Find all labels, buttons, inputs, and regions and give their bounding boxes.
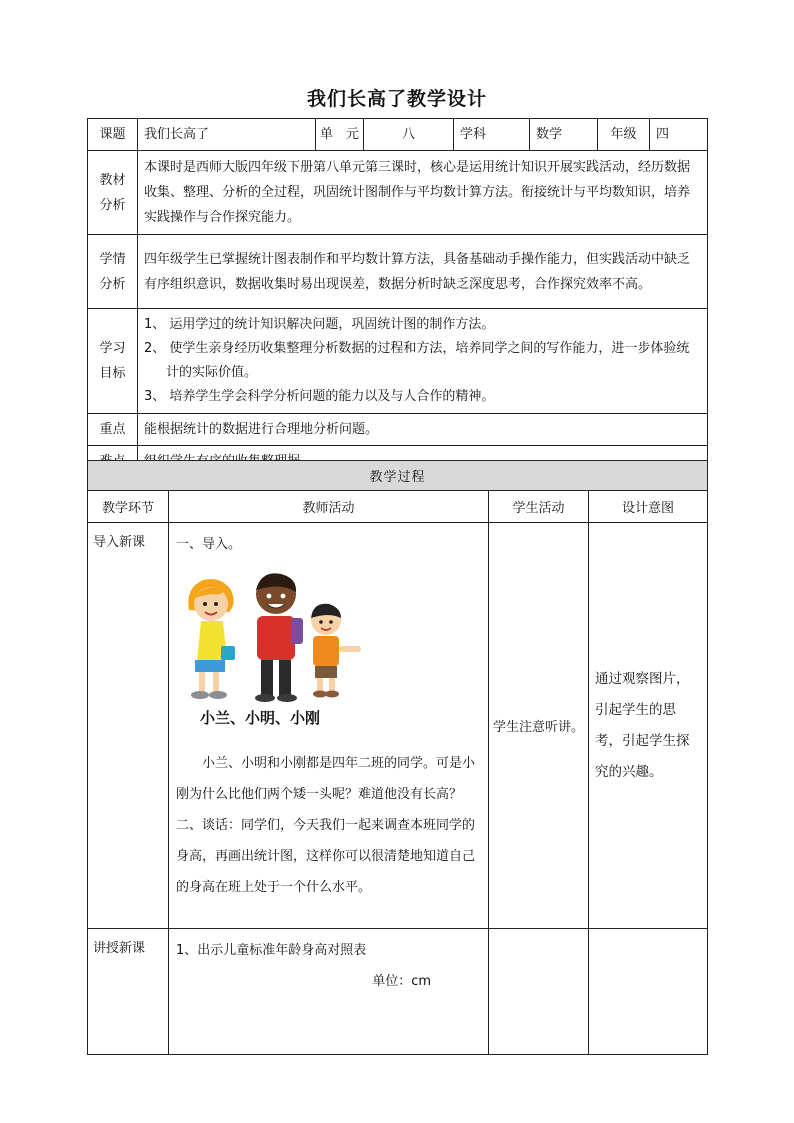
material-text: 本课时是西师大版四年级下册第八单元第三课时，核心是运用统计知识开展实践活动，经历数据收集、整理、分析的全过程，巩固统计图制作与平均数计算方法。衔接统计与平均数知识，培养实践操作与合作探究能力。 bbox=[138, 151, 708, 235]
design-intent-intro: 通过观察图片，引起学生的思考，引起学生探究的兴趣。 bbox=[589, 523, 708, 929]
process-section-title: 教学过程 bbox=[88, 461, 708, 491]
info-table bbox=[87, 118, 708, 478]
intro-heading: 一、导入。 bbox=[176, 537, 242, 552]
col-intent-header: 设计意图 bbox=[589, 491, 708, 523]
key-label: 重点 bbox=[88, 414, 138, 446]
goals-label-line1: 学习 bbox=[99, 341, 126, 356]
unit-note: 单位：cm bbox=[372, 974, 431, 989]
girl-figure bbox=[188, 579, 235, 699]
grade-label: 年级 bbox=[598, 119, 650, 151]
material-label-line2: 分析 bbox=[99, 197, 126, 213]
intro-paragraph: 小兰、小明和小刚都是四年二班的同学。可是小刚为什么比他们两个矮一头呢？难道他没有长高？ bbox=[176, 756, 476, 802]
key-text: 能根据统计的数据进行合理地分析问题。 bbox=[138, 414, 708, 446]
student-activity-new-lesson bbox=[489, 929, 589, 1055]
subject-label: 学科 bbox=[454, 119, 530, 151]
grade-value: 四 bbox=[650, 119, 708, 151]
goals-label-line2: 目标 bbox=[99, 366, 126, 381]
col-stage-header: 教学环节 bbox=[88, 491, 169, 523]
goals-list bbox=[138, 309, 708, 414]
children-illustration bbox=[181, 568, 366, 703]
course-label: 课题 bbox=[88, 119, 138, 151]
new-lesson-line: 1、出示儿童标准年龄身高对照表 bbox=[176, 943, 367, 958]
col-teacher-header: 教师活动 bbox=[169, 491, 489, 523]
course-value: 我们长高了 bbox=[138, 119, 316, 151]
subject-value: 数学 bbox=[530, 119, 598, 151]
goals-label bbox=[88, 309, 138, 414]
unit-value: 八 bbox=[364, 119, 454, 151]
design-intent-new-lesson bbox=[589, 929, 708, 1055]
goal-item: 2、 使学生亲身经历收集整理分析数据的过程和方法，培养同学之间的写作能力，进一步体验统计的实际价值。 bbox=[144, 341, 690, 380]
unit-label: 单 元 bbox=[316, 119, 364, 151]
talk-paragraph: 二、谈话：同学们，今天我们一起来调查本班同学的身高，再画出统计图，这样你可以很清楚地知道自己的身高在班上处于一个什么水平。 bbox=[176, 818, 476, 895]
learner-label-line2: 分析 bbox=[99, 276, 126, 292]
material-label bbox=[88, 151, 138, 235]
student-activity-intro: 学生注意听讲。 bbox=[489, 523, 589, 929]
document-title: 我们长高了教学设计 bbox=[306, 88, 487, 110]
illustration-caption: 小兰、小明、小刚 bbox=[200, 709, 321, 727]
stage-intro: 导入新课 bbox=[88, 523, 169, 929]
learner-label bbox=[88, 235, 138, 309]
goal-item: 3、 培养学生学会科学分析问题的能力以及与人合作的精神。 bbox=[144, 389, 495, 404]
stage-new-lesson: 讲授新课 bbox=[88, 929, 169, 1055]
learner-label-line1: 学情 bbox=[99, 251, 126, 267]
small-boy-figure bbox=[311, 604, 361, 698]
goal-item: 1、 运用学过的统计知识解决问题，巩固统计图的制作方法。 bbox=[144, 317, 495, 332]
process-table bbox=[87, 460, 708, 1055]
material-label-line1: 教材 bbox=[99, 172, 126, 188]
col-student-header: 学生活动 bbox=[489, 491, 589, 523]
teacher-activity-new-lesson bbox=[169, 929, 489, 1055]
teacher-activity-intro bbox=[169, 523, 489, 929]
tall-boy-figure bbox=[255, 573, 303, 702]
learner-text: 四年级学生已掌握统计图表制作和平均数计算方法，具备基础动手操作能力，但实践活动中缺乏有序组织意识，数据收集时易出现误差，数据分析时缺乏深度思考，合作探究效率不高。 bbox=[138, 235, 708, 309]
